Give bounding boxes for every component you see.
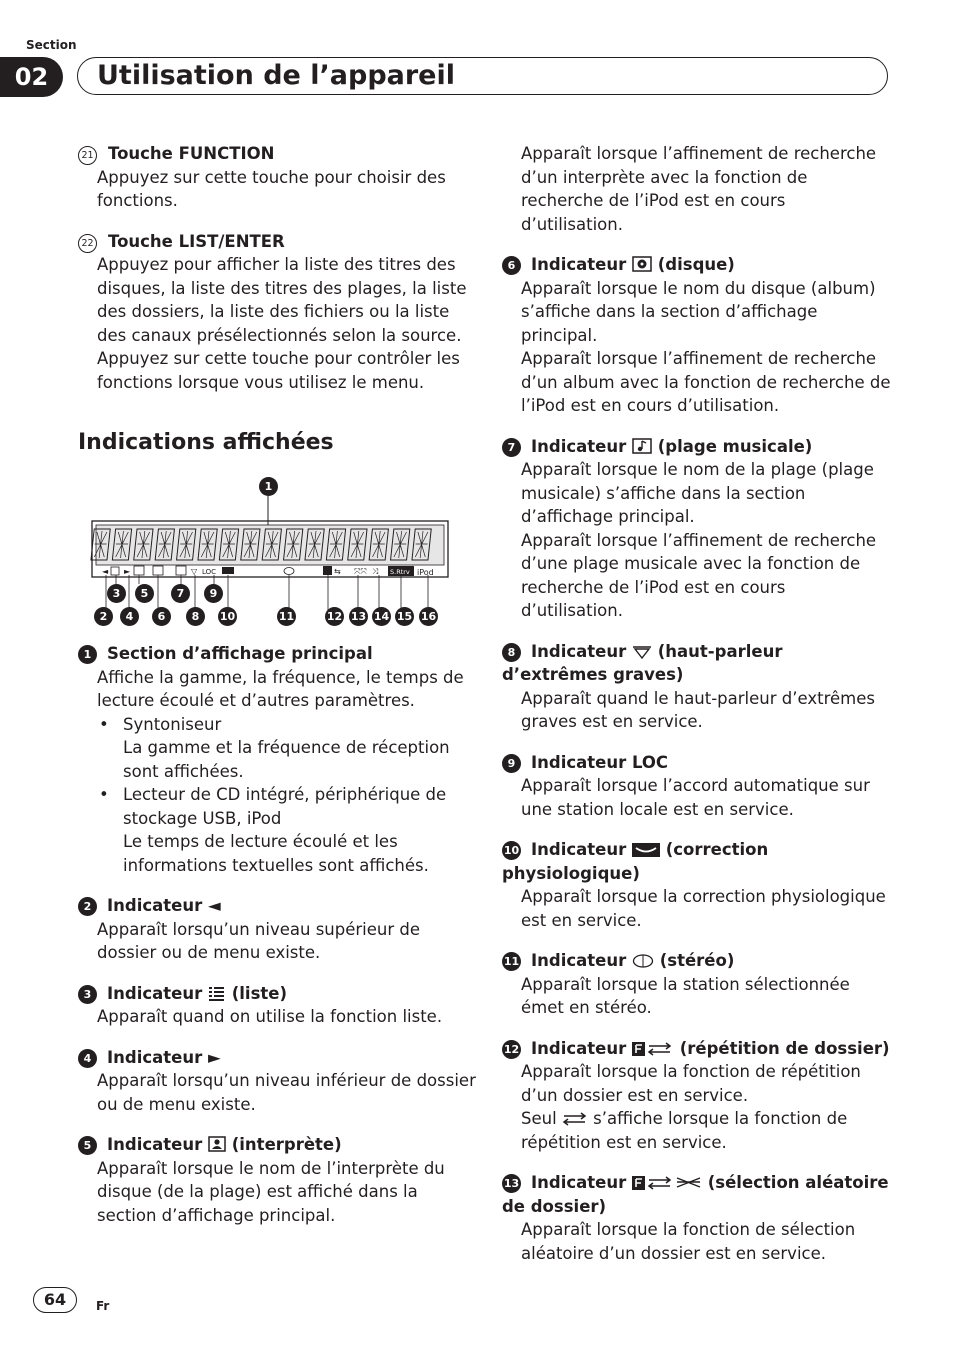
callout-10: 10 <box>218 607 237 626</box>
right-column <box>502 142 892 1282</box>
item-text: Apparaît lorsque la fonction de répétition d’un dossier est en service. <box>521 1062 861 1105</box>
item-title-pre: Indicateur <box>531 436 627 456</box>
item-number: 22 <box>78 234 97 253</box>
item-text: Apparaît lorsque la correction physiologique est en service. <box>521 887 886 930</box>
folder-repeat-icon <box>632 1040 674 1056</box>
repeat-icon <box>562 1112 588 1126</box>
folder-random-icon <box>632 1174 702 1190</box>
item-text: Apparaît lorsqu’un niveau supérieur de dossier ou de menu existe. <box>97 919 421 962</box>
item-text: Apparaît lorsque l’accord automatique sur une station locale est en service. <box>521 776 870 819</box>
item-title-pre: Indicateur <box>531 1038 627 1058</box>
left-column-top <box>78 142 478 411</box>
item-number: 9 <box>502 754 521 773</box>
item-number: 4 <box>78 1049 97 1068</box>
item-4 <box>78 1046 478 1117</box>
svg-text:⇆: ⇆ <box>334 567 341 576</box>
item-text: Apparaît lorsque le nom de la plage (plage musicale) s’affiche dans la section d’affichage principal. <box>521 460 874 526</box>
item-6 <box>502 253 892 418</box>
ipod-label: iPod <box>417 568 434 577</box>
callout-5: 5 <box>135 584 154 603</box>
item-text-2 <box>502 1107 892 1154</box>
bullet-item: • Syntoniseur <box>78 713 478 737</box>
section-number: 02 <box>0 57 63 97</box>
item-text: Apparaît lorsqu’un niveau inférieur de dossier ou de menu existe. <box>97 1071 476 1114</box>
callout-1: 1 <box>259 477 278 496</box>
item-title-post: (interprète) <box>231 1135 342 1154</box>
item-number: 2 <box>78 897 97 916</box>
stereo-icon <box>632 954 654 968</box>
item-title-pre: Indicateur <box>107 1135 203 1154</box>
bullet-text: Le temps de lecture écoulé et les informations textuelles sont affichés. <box>123 832 429 875</box>
left-column-bottom <box>78 642 478 1244</box>
item-text: Apparaît quand le haut-parleur d’extrêmes graves est en service. <box>521 688 875 731</box>
item-text: Appuyez sur cette touche pour choisir des fonctions. <box>97 167 446 210</box>
item-title-post: (plage musicale) <box>657 436 813 456</box>
item-2 <box>78 894 478 965</box>
section-heading: Indications affichées <box>78 430 334 455</box>
item-text-2: Apparaît lorsque l’affinement de recherche d’une plage musicale avec la fonction de recherche de l’iPod est en cours d’utilisation. <box>521 530 877 620</box>
item-number: 1 <box>78 645 97 664</box>
item-title-post: (répétition de dossier) <box>679 1038 890 1058</box>
item-title-pre: Indicateur <box>531 951 627 970</box>
item-text: Apparaît lorsque le nom de l’interprète du disque (de la plage) est affiché dans la section d’affichage principal. <box>97 1158 445 1225</box>
item-22 <box>78 230 478 395</box>
svg-text:⤧⤧: ⤧⤧ <box>354 567 367 576</box>
list-icon <box>208 986 226 1001</box>
callout-2: 2 <box>94 607 113 626</box>
item-5-continued <box>502 142 892 236</box>
svg-text:▽: ▽ <box>191 567 198 576</box>
item-text-2: Apparaît lorsque l’affinement de recherche d’un album avec la fonction de recherche de l’iPod est en cours d’utilisation. <box>521 349 891 415</box>
callout-11: 11 <box>277 607 296 626</box>
item-number: 21 <box>78 146 97 165</box>
item-title-post: (disque) <box>657 255 735 274</box>
svg-text:►: ► <box>124 567 131 576</box>
svg-text:◄: ◄ <box>102 567 109 576</box>
page-number: 64 <box>33 1287 77 1313</box>
display-illustration <box>78 474 468 630</box>
item-number: 10 <box>502 841 521 860</box>
music-note-icon <box>632 438 652 454</box>
callout-3: 3 <box>107 584 126 603</box>
item-3 <box>78 982 478 1029</box>
item-10 <box>502 838 892 932</box>
item-1 <box>78 642 478 877</box>
item-text: Affiche la gamme, la fréquence, le temps de lecture écoulé et d’autres paramètres. <box>97 667 464 710</box>
item-12 <box>502 1037 892 1155</box>
item-title: Touche LIST/ENTER <box>108 231 285 251</box>
item-title-post: (correction physiologique) <box>502 840 769 883</box>
loc-label: LOC <box>202 568 217 576</box>
item-text: Apparaît lorsque l’affinement de recherche d’un interprète avec la fonction de recherche de l’iPod est en cours d’utilisation. <box>521 144 877 234</box>
callout-13: 13 <box>349 607 368 626</box>
item-title: Indicateur LOC <box>531 752 669 772</box>
subwoofer-icon <box>632 645 652 659</box>
disc-icon <box>632 256 652 272</box>
item-text: Apparaît lorsque la fonction de sélection aléatoire d’un dossier est en service. <box>521 1220 856 1263</box>
item-number: 12 <box>502 1040 521 1059</box>
callout-16: 16 <box>419 607 438 626</box>
item-11 <box>502 949 892 1020</box>
svg-text:⤨: ⤨ <box>372 567 379 576</box>
item-title-pre: Indicateur <box>531 1173 627 1192</box>
item-text: Apparaît lorsque la station sélectionnée émet en stéréo. <box>521 974 850 1017</box>
item-text: Appuyez pour afficher la liste des titres des disques, la liste des titres des plages, la liste des dossiers, la liste des fichiers ou la liste des canaux présélectionnés selon la source. Appuyez sur cette touche pour contrôler les fonctions lorsque vous utilisez le menu. <box>97 255 467 392</box>
item-text: Apparaît quand on utilise la fonction liste. <box>97 1007 443 1026</box>
callout-6: 6 <box>152 607 171 626</box>
item-number: 11 <box>502 952 521 971</box>
text-post: s’affiche lorsque la fonction de répétition est en service. <box>521 1109 848 1152</box>
item-number: 13 <box>502 1174 521 1193</box>
section-label: Section <box>26 38 77 52</box>
callout-8: 8 <box>186 607 205 626</box>
item-number: 8 <box>502 643 521 662</box>
page-title: Utilisation de l’appareil <box>97 60 456 91</box>
item-7 <box>502 435 892 623</box>
loudness-icon <box>632 843 660 857</box>
item-8 <box>502 640 892 734</box>
item-text: Apparaît lorsque le nom du disque (album) s’affiche dans la section d’affichage principal. <box>521 278 876 345</box>
item-number: 6 <box>502 256 521 275</box>
item-13 <box>502 1171 892 1265</box>
item-title-post: (sélection aléatoire de dossier) <box>502 1173 889 1216</box>
item-title: Section d’affichage principal <box>107 644 373 663</box>
item-title-post: (haut-parleur d’extrêmes graves) <box>502 641 783 684</box>
item-title-pre: Indicateur <box>531 255 627 274</box>
srtrv-label: S.Rtrv <box>390 568 410 576</box>
item-title-pre: Indicateur <box>107 983 203 1003</box>
display-diagram <box>78 474 468 630</box>
item-title-post: (stéréo) <box>659 951 735 970</box>
artist-icon <box>208 1136 226 1152</box>
item-title-pre: Indicateur <box>531 840 627 859</box>
item-title: Indicateur ► <box>107 1047 221 1067</box>
callout-15: 15 <box>395 607 414 626</box>
callout-7: 7 <box>171 584 190 603</box>
item-title-pre: Indicateur <box>531 641 627 661</box>
callout-14: 14 <box>372 607 391 626</box>
language-code: Fr <box>96 1299 110 1313</box>
callout-12: 12 <box>325 607 344 626</box>
callout-9: 9 <box>204 584 223 603</box>
item-title: Touche FUNCTION <box>108 144 275 163</box>
text-pre: Seul <box>521 1109 557 1128</box>
callout-4: 4 <box>120 607 139 626</box>
item-number: 7 <box>502 438 521 457</box>
bullet-text: La gamme et la fréquence de réception sont affichées. <box>123 738 450 781</box>
item-number: 5 <box>78 1136 97 1155</box>
bullet-item: • Lecteur de CD intégré, périphérique de stockage USB, iPod <box>78 783 478 830</box>
item-5 <box>78 1133 478 1227</box>
item-number: 3 <box>78 985 97 1004</box>
item-title: Indicateur ◄ <box>107 896 221 915</box>
item-title-post: (liste) <box>231 983 288 1003</box>
item-9 <box>502 751 892 822</box>
item-21 <box>78 142 478 213</box>
